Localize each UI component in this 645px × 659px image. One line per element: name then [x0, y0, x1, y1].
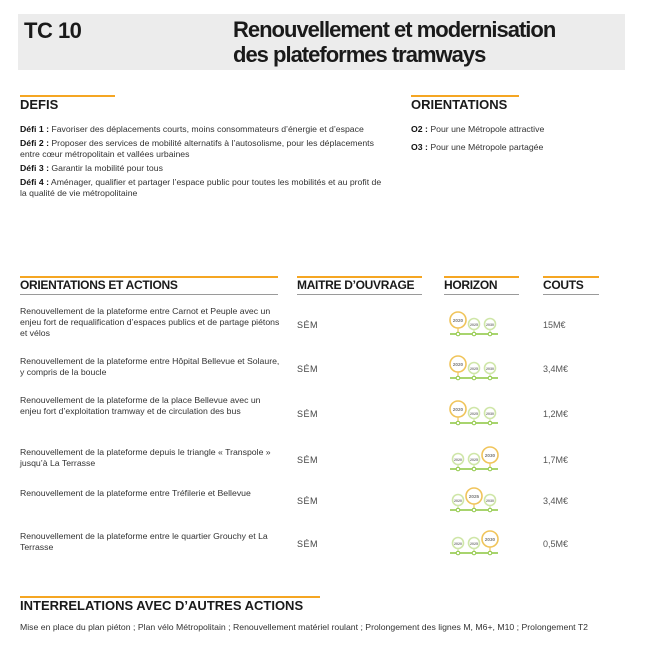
maitre-ouvrage: SÉM — [297, 409, 319, 419]
svg-text:2020: 2020 — [454, 542, 462, 546]
action-description: Renouvellement de la plateforme entre le quartier Grouchy et La Terrasse — [20, 531, 268, 552]
svg-text:2030: 2030 — [486, 323, 494, 327]
horizon-graphic — [444, 486, 514, 516]
svg-text:2020: 2020 — [452, 362, 464, 367]
maitre-ouvrage: SÉM — [297, 455, 319, 465]
action-description: Renouvellement de la plateforme depuis le triangle « Transpole » jusqu’à La Terrasse — [20, 447, 271, 468]
horizon-pin — [469, 538, 480, 555]
horizon-pin — [469, 363, 480, 380]
horizon-pin — [453, 538, 464, 555]
horizon-pin — [453, 495, 464, 512]
defi-item: Défi 1 : Favoriser des déplacements courts, moins consommateurs d’énergie et d’espace — [20, 124, 364, 134]
svg-text:2030: 2030 — [486, 499, 494, 503]
horizon-pin — [485, 319, 496, 336]
svg-text:2025: 2025 — [470, 367, 478, 371]
page-header — [18, 14, 625, 70]
orientations-list — [411, 124, 631, 160]
defi-item: Défi 3 : Garantir la mobilité pour tous — [20, 163, 163, 173]
defis-list — [20, 124, 385, 202]
horizon-pin — [485, 408, 496, 425]
horizon-timeline — [444, 399, 514, 425]
horizon-pin-active — [466, 488, 482, 512]
horizon-pin-active — [450, 312, 466, 336]
horizon-timeline — [444, 486, 514, 512]
horizon-pin — [469, 408, 480, 425]
horizon-timeline — [444, 354, 514, 380]
defi-item: Défi 2 : Proposer des services de mobilité alternatifs à l’autosolisme, pour les déplacements entre cœur métropolitain et vallées urbaines — [20, 138, 374, 159]
action-description: Renouvellement de la plateforme entre Tréfilerie et Bellevue — [20, 488, 251, 498]
svg-text:2020: 2020 — [452, 318, 464, 323]
horizon-timeline — [444, 310, 514, 336]
horizon-timeline — [444, 529, 514, 555]
svg-text:2020: 2020 — [452, 407, 464, 412]
horizon-graphic — [444, 354, 514, 384]
cost-value: 3,4M€ — [543, 496, 569, 506]
svg-text:2025: 2025 — [468, 494, 480, 499]
orientations-heading: ORIENTATIONS — [411, 95, 519, 112]
horizon-pin-active — [450, 356, 466, 380]
maitre-ouvrage: SÉM — [297, 496, 319, 506]
horizon-graphic — [444, 529, 514, 559]
orientation-item: O3 : Pour une Métropole partagée — [411, 142, 544, 152]
cost-value: 1,7M€ — [543, 455, 569, 465]
horizon-pin-active — [482, 447, 498, 471]
svg-text:2025: 2025 — [470, 412, 478, 416]
horizon-pin — [485, 495, 496, 512]
orientation-item: O2 : Pour une Métropole attractive — [411, 124, 545, 134]
horizon-graphic — [444, 445, 514, 475]
horizon-pin-active — [482, 531, 498, 555]
svg-text:2025: 2025 — [470, 542, 478, 546]
horizon-pin — [485, 363, 496, 380]
interrelations-heading: INTERRELATIONS AVEC D’AUTRES ACTIONS — [20, 596, 320, 613]
col-head-actions: ORIENTATIONS ET ACTIONS — [20, 276, 278, 292]
cost-value: 3,4M€ — [543, 364, 569, 374]
col-head-maitre: MAITRE D’OUVRAGE — [297, 276, 422, 292]
col-head-couts: COUTS — [543, 276, 599, 292]
maitre-ouvrage: SÉM — [297, 539, 319, 549]
svg-text:2025: 2025 — [470, 458, 478, 462]
action-code: TC 10 — [24, 18, 82, 43]
title-line-1: Renouvellement et modernisation — [233, 17, 556, 42]
page-title — [233, 17, 555, 67]
horizon-timeline — [444, 445, 514, 471]
horizon-pin — [469, 454, 480, 471]
defis-heading: DEFIS — [20, 95, 115, 112]
svg-text:2020: 2020 — [454, 458, 462, 462]
svg-text:2030: 2030 — [484, 537, 496, 542]
horizon-graphic — [444, 399, 514, 429]
horizon-pin-active — [450, 401, 466, 425]
svg-text:2030: 2030 — [486, 412, 494, 416]
horizon-pin — [469, 319, 480, 336]
col-head-horizon: HORIZON — [444, 276, 519, 292]
action-description: Renouvellement de la plateforme entre Carnot et Peuple avec un enjeu fort de requalification d’espaces publics et de partage piétons et vélos — [20, 306, 280, 338]
defi-item: Défi 4 : Aménager, qualifier et partager l’espace public pour toutes les mobilités et au profit de la qualité de vie métropolitaine — [20, 177, 382, 198]
svg-text:2030: 2030 — [486, 367, 494, 371]
title-line-2: des plateformes tramways — [233, 42, 486, 67]
action-description: Renouvellement de la plateforme de la place Bellevue avec un enjeu fort d’exploitation tramway et de circulation des bus — [20, 395, 261, 416]
horizon-graphic — [444, 310, 514, 340]
svg-text:2020: 2020 — [454, 499, 462, 503]
interrelations-text: Mise en place du plan piéton ; Plan vélo Métropolitain ; Renouvellement matériel roulant ; Prolongement des lignes M, M6+, M10 ; Prolongement T2 — [20, 622, 588, 632]
svg-text:2025: 2025 — [470, 323, 478, 327]
cost-value: 1,2M€ — [543, 409, 569, 419]
maitre-ouvrage: SÉM — [297, 364, 319, 374]
cost-value: 15M€ — [543, 320, 566, 330]
action-description: Renouvellement de la plateforme entre Hôpital Bellevue et Solaure, y compris de la boucle — [20, 356, 280, 377]
horizon-pin — [453, 454, 464, 471]
maitre-ouvrage: SÉM — [297, 320, 319, 330]
svg-text:2030: 2030 — [484, 453, 496, 458]
cost-value: 0,5M€ — [543, 539, 569, 549]
